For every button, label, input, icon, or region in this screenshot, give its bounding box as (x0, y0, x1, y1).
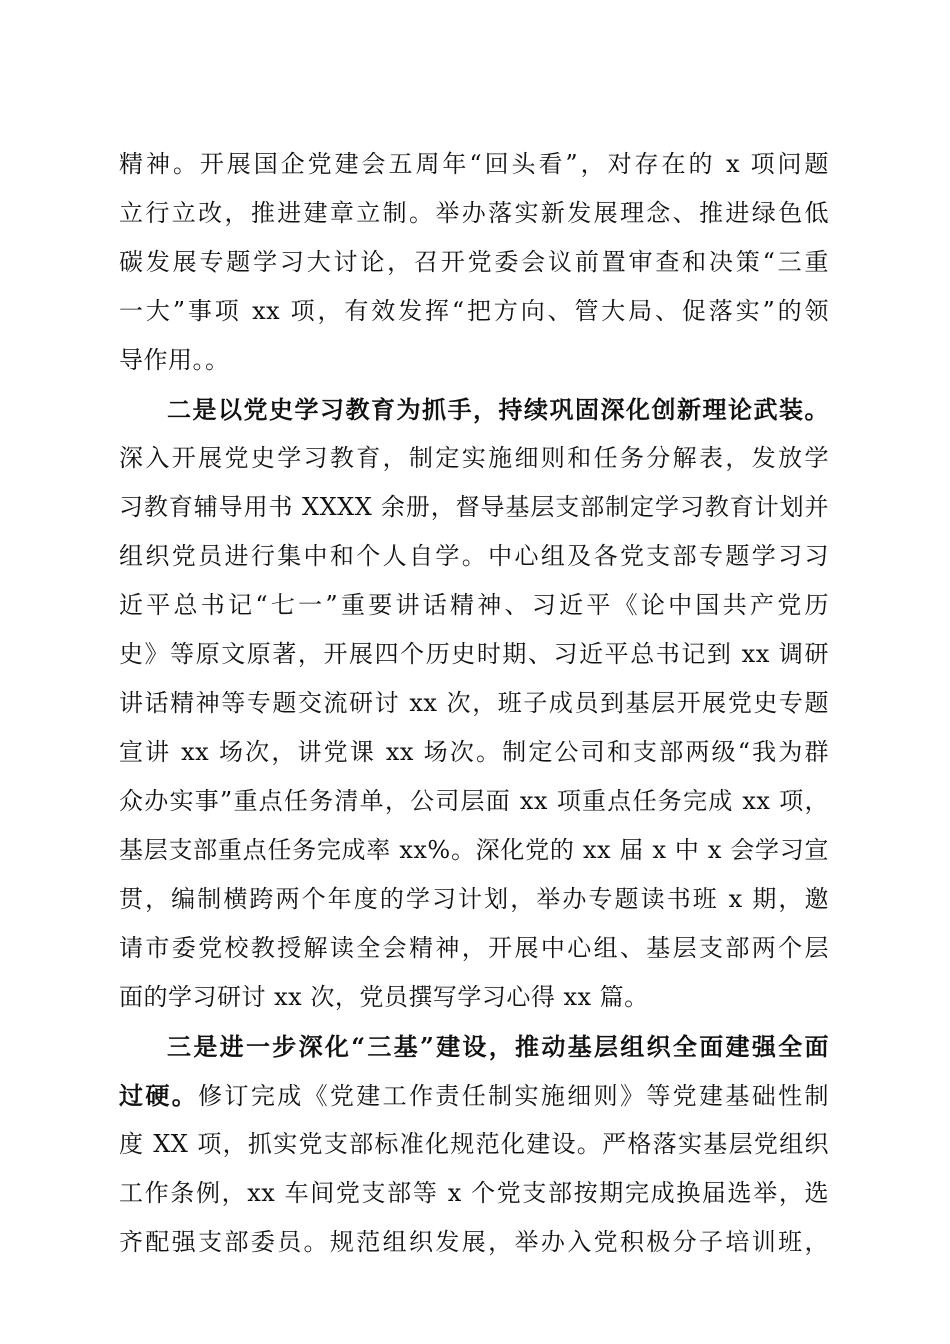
text-line: 众办实事”重点任务清单，公司层面 xx 项重点任务完成 xx 项， (119, 787, 829, 815)
text-line: 组织党员进行集中和个人自学。中心组及各党支部专题学习习 (119, 542, 829, 570)
text-line: 精神。开展国企党建会五周年“回头看”，对存在的 x 项问题 (119, 150, 829, 178)
text-line (119, 1071, 829, 1120)
text-line: 碳发展专题学习大讨论，召开党委会议前置审查和决策“三重 (119, 248, 829, 276)
text-line: 基层支部重点任务完成率 xx%。深化党的 xx 届 x 中 x 会学习宣 (119, 836, 829, 864)
text-line: 讲话精神等专题交流研讨 xx 次，班子成员到基层开展党史专题 (119, 689, 829, 717)
paragraph-2 (119, 385, 829, 1022)
text-line: 度 XX 项，抓实党支部标准化规范化建设。严格落实基层党组织 (119, 1130, 829, 1158)
text-line: 立行立改，推进建章立制。举办落实新发展理念、推进绿色低 (119, 199, 829, 227)
text-line: 贯，编制横跨两个年度的学习计划，举办专题读书班 x 期，邀 (119, 885, 829, 913)
text-line: 一大”事项 xx 项，有效发挥“把方向、管大局、促落实”的领 (119, 297, 829, 325)
paragraph-heading: 三是进一步深化“三基”建设，推动基层组织全面建强全面 (167, 1032, 829, 1061)
text-line: 近平总书记“七一”重要讲话精神、习近平《论中国共产党历 (119, 591, 829, 619)
text-line: 史》等原文原著，开展四个历史时期、习近平总书记到 xx 调研 (119, 640, 829, 668)
text-line: 请市委党校教授解读全会精神，开展中心组、基层支部两个层 (119, 934, 829, 962)
paragraph-1 (119, 140, 829, 385)
text-line: 习教育辅导用书 XXXX 余册，督导基层支部制定学习教育计划并 (119, 493, 829, 521)
text-line: 导作用。。 (119, 346, 230, 374)
text-line: 工作条例，xx 车间党支部等 x 个党支部按期完成换届选举，选 (119, 1179, 829, 1207)
text-line: 面的学习研讨 xx 次，党员撰写学习心得 xx 篇。 (119, 983, 649, 1011)
paragraph-3 (119, 1022, 829, 1267)
text-run: 修订完成《党建工作责任制实施细则》等党建基础性制 (198, 1082, 830, 1110)
paragraph-heading-end: 过硬。 (119, 1081, 199, 1110)
text-line: 深入开展党史学习教育，制定实施细则和任务分解表，发放学 (119, 444, 829, 472)
body-text (119, 140, 829, 1267)
text-line: 宣讲 xx 场次，讲党课 xx 场次。制定公司和支部两级“我为群 (119, 738, 829, 766)
paragraph-heading: 二是以党史学习教育为抓手，持续巩固深化创新理论武装。 (167, 395, 829, 424)
text-line: 齐配强支部委员。规范组织发展，举办入党积极分子培训班， (119, 1228, 829, 1256)
